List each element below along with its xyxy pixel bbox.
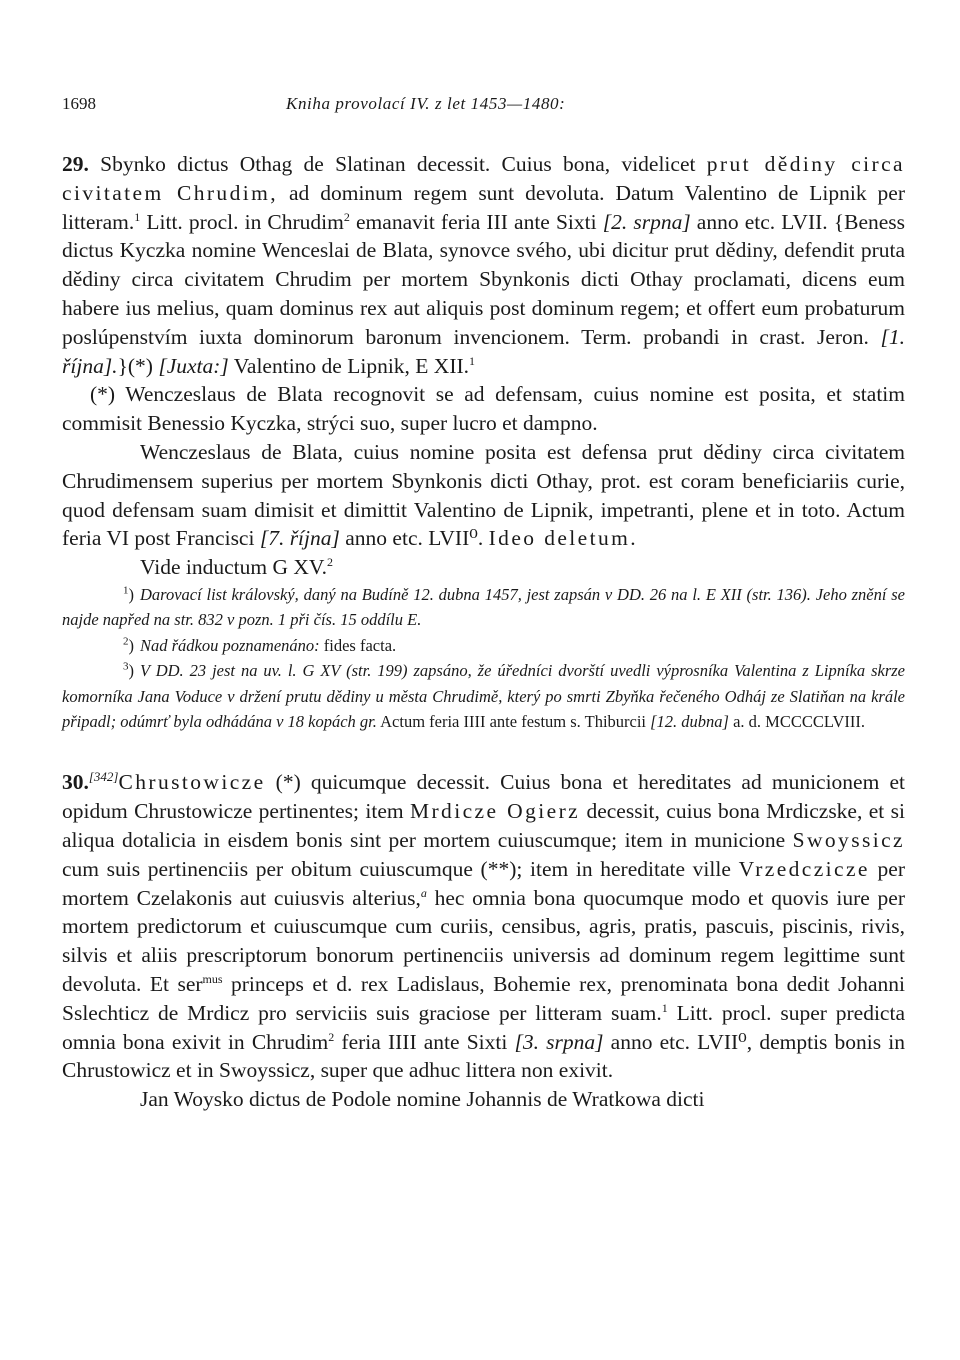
entry-text: emanavit feria III ante Sixti (349, 209, 603, 234)
spaced-name: Vrzedczicze (738, 856, 870, 881)
spaced-name: Swoyssicz (792, 827, 905, 852)
entry-text: anno etc. LVII⁰, demptis bonis in Chrustowicz et in Swoyssicz, super que adhuc littera non exivit. (62, 1029, 906, 1083)
entry-text: hec omnia bona quocumque modo et quovis iure per mortem predictorum et cuiuscumque cum curiis, censibus, agris, pratis, pascuis, piscinis, rivis, silvis et aliis prescriptorum bonorum pertinenciis universis ad dominum regem legittime sunt devoluta. Et ser (62, 885, 905, 996)
editor-date: [2. srpna] (602, 209, 691, 234)
footnote-text: Darovací list královský, daný na Budíně 12. dubna 1457, jest zapsán v DD. 26 na l. E XII (str. 136). Jeho znění se najde napřed na str. 832 v pozn. 1 při čís. 15 oddílu E. (62, 584, 905, 630)
entry-text: anno etc. LVII⁰. (339, 526, 489, 551)
entry-text: Wenczeslaus de Blata, cuius nomine posita est defensa prut dědiny circa civitatem Chrudimensem superius per mortem Sbynkonis dicti Othay, prot. est coram beneficiariis curie, quod defensam suam dimisit et dimittit Valentino de Lipnik, impetranti, plene et in toto. Actum feria VI post Francisci (62, 439, 905, 551)
footnote-text: a. d. MCCCCLVIII. (728, 711, 865, 731)
footnote-ref: 1 (469, 353, 476, 368)
page (62, 94, 905, 1114)
footnote-text: fides facta. (319, 635, 397, 655)
entry-29-note: (*) Wenczeslaus de Blata recognovit se ad defensam, cuius nomine est posita, et statim commisit Benessio Kyczka, strýci suo, super lucro et dampno. (62, 382, 905, 436)
entry-text: decessit, cuius bona Mrdiczske, et si aliqua dotalicia in eisdem bonis sint per mortem cuiuscumque; item in municione (62, 799, 905, 852)
editor-date: [7. října] (259, 526, 340, 551)
section-gap (62, 734, 905, 768)
footnote-2: $^2$) Nad řádkou poznamenáno: fides facta. (123, 635, 397, 655)
page-number: 1698 (62, 94, 96, 113)
footnote-text: V DD. 23 jest na uv. l. G XV (str. 199) zapsáno, že úředníci dvorští uvedli výprosníka Valentina z Lipníka skrze komorníka Jana Voduce v držení prutu dědiny u města Chrudimě, který po smrti Zbyňka řečeného Odháj ze Slatiňan na krále připadl; odúmrť byla odhádána v 18 kopách gr. (62, 661, 905, 731)
entry-text: (*) quicumque decessit. Cuius bona et hereditates ad municionem et opidum Chrustowicze pertinentes; item (62, 770, 905, 824)
spaced-text: prut dědiny circa civitatem Chrudim, (62, 152, 905, 205)
running-title: Kniha provolací IV. z let 1453—1480: (286, 94, 566, 113)
footnotes (62, 582, 905, 734)
footnote-mark: 1 (123, 584, 129, 597)
entry-text: }(*) (117, 353, 159, 378)
editor-note: [Juxta:] (158, 353, 229, 378)
entry-30 (62, 768, 905, 1085)
spaced-name: Chrustowicze (118, 770, 266, 795)
footnote-1: $^1$) Darovací list královský, daný na Budíně 12. dubna 1457, jest zapsán v DD. 26 na l. E XII (str. 136). Jeho znění se najde napřed na str. 832 v pozn. 1 při čís. 15 oddílu E. (62, 584, 905, 630)
entry-text: cum suis pertinenciis per obitum cuiuscumque (**); item in hereditate ville (62, 856, 739, 881)
editor-date: [1. října]. (62, 324, 905, 378)
footnote-ref: a (420, 885, 427, 900)
entry-29 (62, 150, 905, 380)
entry-30-paragraph: Jan Woysko dictus de Podole nomine Johannis de Wratkowa dicti (140, 1087, 705, 1112)
entry-text: Vide inductum G XV. (140, 555, 328, 580)
entry-number: 30. (62, 770, 89, 795)
entry-text: Litt. procl. in Chrudim (140, 209, 344, 234)
entry-text: Valentino de Lipnik, E XII. (228, 353, 470, 378)
superscript: mus (202, 971, 223, 986)
footnote-3: $^3$) V DD. 23 jest na uv. l. G XV (str. 199) zapsáno, že úředníci dvorští uvedli výprosníka Valentina z Lipníka skrze komorníka Jana Voduce v držení prutu dědiny u města Chrudimě, který po smrti Zbyňka řečeného Odháj ze Slatiňan na krále připadl; odúmrť byla odhádána v 18 kopách gr. Actum feria IIII ante festum s. Thiburcii [12. dubna] a. d. MCCCCLVIII. (62, 660, 905, 731)
entry-text: princeps et d. rex Ladislaus, Bohemie rex, prenominata bona dedit Johanni Sslechticz de Mrdicz pro serviciis suis graciose per litteram suam. (62, 971, 905, 1025)
entry-29-paragraph (62, 438, 905, 553)
entry-number: 29. (62, 152, 89, 176)
entry-29-vide (62, 553, 905, 582)
footnote-text: Actum feria IIII ante festum s. Thiburcii (376, 711, 651, 731)
footnote-text: [12. dubna] (650, 711, 729, 731)
footnote-mark: 3 (123, 660, 129, 673)
footnote-ref: 1 (134, 209, 141, 224)
entry-text: ad dominum regem sunt devoluta. Datum Valentino de Lipnik per litteram. (62, 180, 905, 234)
running-header (62, 94, 905, 120)
footnote-ref: 2 (327, 555, 334, 569)
footnote-ref: 2 (328, 1029, 335, 1044)
entry-text: feria IIII ante Sixti (334, 1029, 515, 1054)
editor-date: [3. srpna] (514, 1029, 604, 1054)
main-text (62, 150, 905, 1114)
entry-text: per mortem Czelakonis aut cuiusvis alterius, (62, 856, 906, 910)
entry-text: Litt. procl. super predicta omnia bona exivit in Chrudim (62, 1000, 905, 1054)
spaced-name: Mrdicze Ogierz (409, 799, 581, 824)
footnote-mark: 2 (123, 635, 129, 648)
footnote-ref: 2 (343, 209, 350, 224)
footnote-text: Nad řádkou poznamenáno: (140, 635, 320, 655)
entry-text: Sbynko dictus Othag de Slatinan decessit. Cuius bona, videlicet (88, 152, 707, 176)
spaced-text: Ideo deletum. (488, 526, 639, 551)
footnote-ref: 1 (661, 1000, 668, 1015)
page-reference: [342] (88, 769, 119, 785)
entry-text: anno etc. LVII. {Beness dictus Kyczka nomine Wenceslai de Blata, synovce svého, ubi dicitur prut dědiny, defendit pruta dědiny circa civitatem Chrudim per mortem Sbynkonis dicti Othay proclamati, dicens eum habere ius melius, quam dominus rex aut aliquis post dominum regem; et offert eum probaturum poslúpenstvím iuxta dominorum baronum invencionem. Term. probandi in crast. Jeron. (62, 209, 906, 349)
